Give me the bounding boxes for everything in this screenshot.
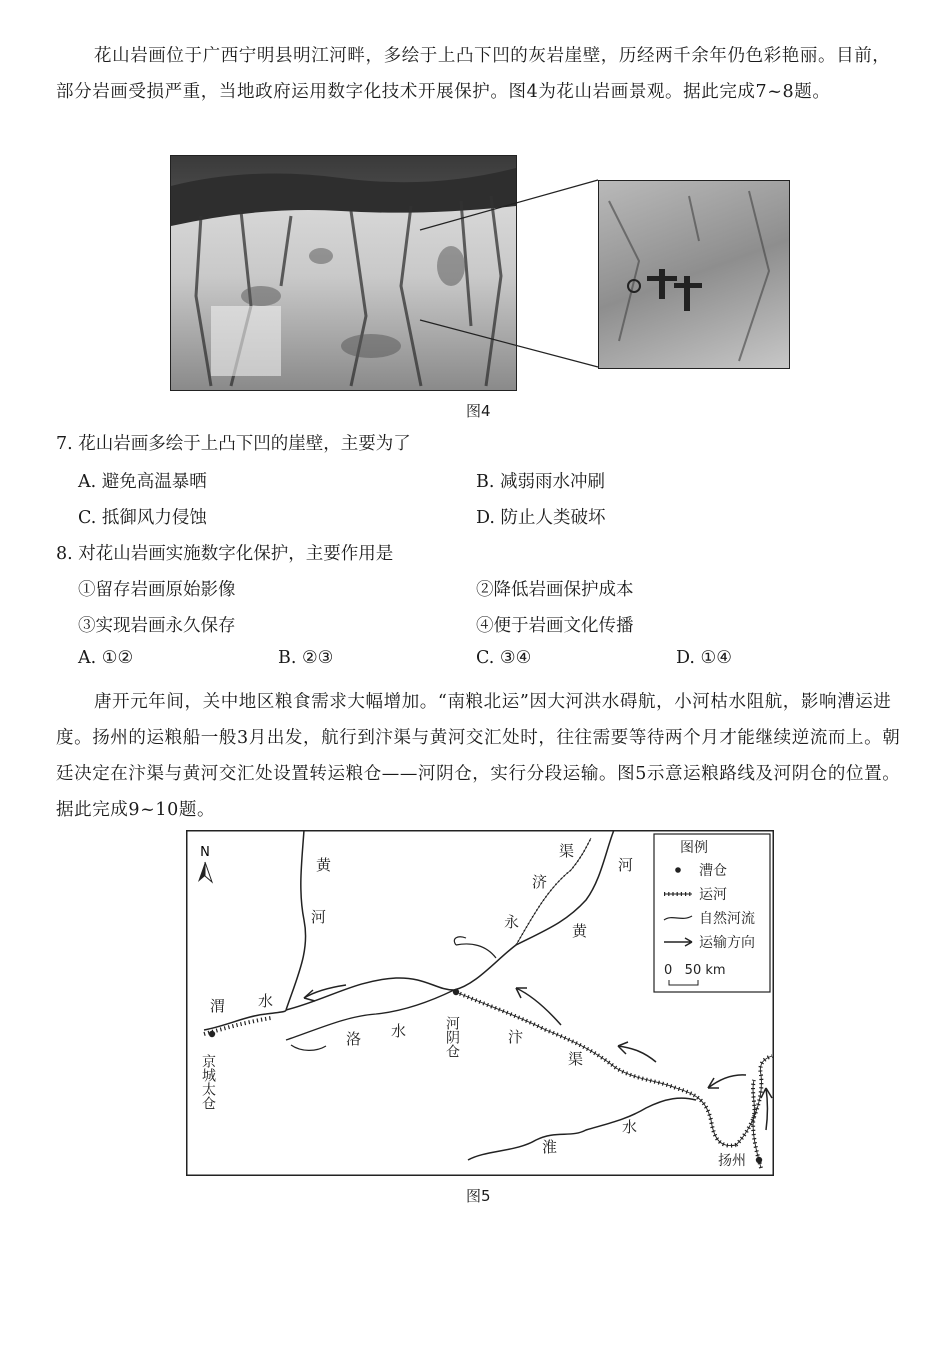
legend-direction: 运输方向 <box>699 935 755 951</box>
capital-granary-dot <box>209 1031 215 1037</box>
intro-paragraph-2: 唐开元年间，关中地区粮食需求大幅增加。“南粮北运”因大河洪水碍航，小河枯水阻航，影响漕运进度。扬州的运粮船一般3月出发，航行到汴渠与黄河交汇处时，往往需要等待两个月才能继续逆流而上。朝廷决定在汴渠与黄河交汇处设置转运粮仓——河阴仓，实行分段运输。图5示意运粮路线及河阴仓的位置。据此完成9~10题。 <box>56 692 901 820</box>
label-yangzhou: 扬州 <box>718 1153 746 1169</box>
heyin-granary-dot <box>453 989 459 995</box>
q8-statement-3: ③实现岩画永久保存 <box>78 616 236 636</box>
label-luo: 洛 <box>346 1030 362 1048</box>
legend-title: 图例 <box>680 840 708 856</box>
label-he-2: 河 <box>618 856 634 874</box>
question-7-stem: 7. 花山岩画多绘于上凸下凹的崖壁，主要为了 <box>56 434 411 454</box>
label-shui-huai: 水 <box>622 1118 638 1136</box>
q7-option-c[interactable]: C. 抵御风力侵蚀 <box>78 508 207 528</box>
grain-transport-map <box>186 830 774 1176</box>
label-huai: 淮 <box>542 1138 558 1156</box>
label-ji: 济 <box>532 873 548 891</box>
north-label: N <box>200 845 210 860</box>
q7-option-b[interactable]: B. 减弱雨水冲刷 <box>476 472 605 492</box>
rock-painting-closeup-photo <box>598 180 790 369</box>
q8-option-c[interactable]: C. ③④ <box>476 648 532 668</box>
zoom-connector-lines <box>0 0 950 420</box>
label-qu-ji: 渠 <box>559 842 575 860</box>
q8-statement-2: ②降低岩画保护成本 <box>476 580 634 600</box>
intro-paragraph-1: 花山岩画位于广西宁明县明江河畔，多绘于上凸下凹的灰岩崖壁，历经两千余年仍色彩艳丽。目前，部分岩画受损严重，当地政府运用数字化技术开展保护。图4为花山岩画景观。据此完成7~8题。 <box>56 46 891 102</box>
rock-painting-figures <box>599 181 789 368</box>
question-8-stem: 8. 对花山岩画实施数字化保护，主要作用是 <box>56 544 394 564</box>
label-huang-1: 黄 <box>316 856 332 874</box>
label-shui-luo: 水 <box>391 1022 407 1040</box>
yangzhou-dot <box>756 1157 762 1163</box>
label-wei: 渭 <box>210 997 226 1015</box>
label-bian: 汴 <box>508 1028 524 1046</box>
legend-canal: 运河 <box>699 887 727 903</box>
q8-statement-1: ①留存岩画原始影像 <box>78 580 236 600</box>
label-shui-wei: 水 <box>258 992 274 1010</box>
label-capital-granary: 京城太仓 <box>200 1054 216 1110</box>
legend-granary: 漕仓 <box>699 863 727 879</box>
q8-statement-4: ④便于岩画文化传播 <box>476 616 634 636</box>
label-he-1: 河 <box>311 908 327 926</box>
label-huang-2: 黄 <box>572 922 588 940</box>
label-heyin-granary: 河阴仓 <box>444 1016 460 1058</box>
label-yong: 永 <box>504 913 520 931</box>
q8-option-d[interactable]: D. ①④ <box>676 648 732 668</box>
q8-option-b[interactable]: B. ②③ <box>278 648 334 668</box>
figure-4-caption: 图4 <box>466 402 491 420</box>
legend-scale: 0 50 km <box>664 963 726 978</box>
legend-river: 自然河流 <box>699 911 755 927</box>
figure-5-caption: 图5 <box>466 1187 491 1205</box>
q8-option-a[interactable]: A. ①② <box>78 648 134 668</box>
q7-option-d[interactable]: D. 防止人类破坏 <box>476 508 606 528</box>
legend-granary-icon <box>675 867 681 873</box>
q7-option-a[interactable]: A. 避免高温暴晒 <box>78 472 207 492</box>
label-qu-bian: 渠 <box>568 1050 584 1068</box>
